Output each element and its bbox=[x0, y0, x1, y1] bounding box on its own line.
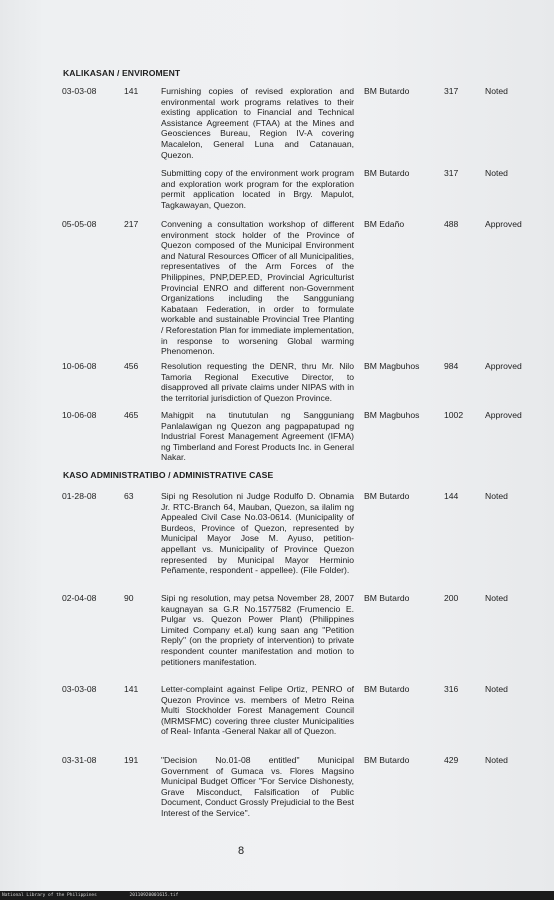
entry-sponsor: BM Butardo bbox=[364, 684, 410, 694]
entry-date: 10-06-08 bbox=[62, 410, 97, 420]
entry-date: 05-05-08 bbox=[62, 219, 97, 229]
entry-action: Approved bbox=[485, 361, 522, 371]
entry-description: "Decision No.01-08 entitled" Municipal Government of Gumaca vs. Flores Magsino Municipal Budget Officer "For Service Dishonesty, Grave Misconduct, Falsification of Public Document, Conduct Grossly Prejudicial to the Best Interest of the Service". bbox=[161, 755, 354, 818]
entry-action: Approved bbox=[485, 219, 522, 229]
entry-date: 03-03-08 bbox=[62, 86, 97, 96]
footer-filename: 20110920001615.tif bbox=[129, 893, 179, 898]
entry-description: Resolution requesting the DENR, thru Mr. Nilo Tamoria Regional Executive Director, to disapproved all private claims under NIPAS with in the territorial jurisdiction of Quezon Province. bbox=[161, 361, 354, 403]
entry-sponsor: BM Butardo bbox=[364, 755, 410, 765]
entry-description: Sipi ng Resolution ni Judge Rodulfo D. Obnamia Jr. RTC-Branch 64, Mauban, Quezon, sa ilalim ng Appealed Civil Case No.03-0614. (Municipality of Burdeos, Province of Quezon, represented by Municipal Mayor Jose M. Ayuso, petition- appellant vs. Municipality of Province Quezon represented by Municipal Mayor Herminio Peñamente, respondent - appellee). (File Folder). bbox=[161, 491, 354, 576]
entry-number: 465 bbox=[124, 410, 139, 420]
footer-source: National Library of the Philippines bbox=[2, 893, 97, 898]
entry-reference: 316 bbox=[444, 684, 459, 694]
entry-reference: 488 bbox=[444, 219, 459, 229]
entry-sponsor: BM Butardo bbox=[364, 491, 410, 501]
entry-action: Noted bbox=[485, 684, 508, 694]
entry-description: Letter-complaint against Felipe Ortiz, PENRO of Quezon Province vs. members of Metro Reina Multi Stockholder Forest Management Council (MRMSFMC) covering three cluster Municipalities of Real- Infanta -General Nakar all of Quezon. bbox=[161, 684, 354, 737]
entry-action: Noted bbox=[485, 168, 508, 178]
entry-reference: 200 bbox=[444, 593, 459, 603]
entry-sponsor: BM Butardo bbox=[364, 593, 410, 603]
entry-reference: 984 bbox=[444, 361, 459, 371]
entry-number: 191 bbox=[124, 755, 139, 765]
entry-date: 01-28-08 bbox=[62, 491, 97, 501]
entry-number: 141 bbox=[124, 684, 139, 694]
entry-number: 90 bbox=[124, 593, 134, 603]
entry-description: Convening a consultation workshop of different environment stock holder of the Province of Quezon composed of the Municipal Environment and Natural Resources Officer of all Municipalities, representatives of the Arm Forces of the Philippines, PNP,DEP.ED, Provincial Agriculturist Provincial ENRO and different non-Government Organizations including the Sangguniang Kabataan Federation, in order to formulate workable and sustainable Provincial Tree Planting / Reforestation Plan for immediate implementation, in response to worsening Global warming Phenomenon. bbox=[161, 219, 354, 357]
entry-description: Furnishing copies of revised exploration and environmental work programs relatives to their existing application to Financial and Technical Assistance Agreement (FTAA) at the Mines and Geosciences Bureau, Region IV-A covering Macalelon, General Luna and Catanauan, Quezon. bbox=[161, 86, 354, 160]
entry-number: 141 bbox=[124, 86, 139, 96]
entry-reference: 317 bbox=[444, 168, 459, 178]
entry-date: 03-03-08 bbox=[62, 684, 97, 694]
scan-footer-bar bbox=[0, 891, 554, 900]
entry-action: Approved bbox=[485, 410, 522, 420]
entry-action: Noted bbox=[485, 491, 508, 501]
section-title-environment: KALIKASAN / ENVIROMENT bbox=[63, 68, 181, 78]
entry-date: 02-04-08 bbox=[62, 593, 97, 603]
entry-action: Noted bbox=[485, 755, 508, 765]
section-title-administrative-case: KASO ADMINISTRATIBO / ADMINISTRATIVE CASE bbox=[63, 470, 274, 480]
entry-number: 217 bbox=[124, 219, 139, 229]
entry-description: Mahigpit na tinututulan ng Sangguniang Panlalawigan ng Quezon ang pagpapatupad ng Industrial Forest Management Agreement (IFMA) ng Timberland and Forest Products Inc. in General Nakar. bbox=[161, 410, 354, 463]
entry-description: Sipi ng resolution, may petsa November 28, 2007 kaugnayan sa G.R No.1577582 (Frumencio E. Pulgar vs. Quezon Power Plant) (Philippines Limited Company et.al) kung saan ang "Petition Reply" (on the propriety of intervention) to private respondent counter manifestation and motion to petitioners manifestation. bbox=[161, 593, 354, 667]
entry-reference: 1002 bbox=[444, 410, 464, 420]
entry-sponsor: BM Magbuhos bbox=[364, 361, 420, 371]
entry-date: 10-06-08 bbox=[62, 361, 97, 371]
entry-action: Noted bbox=[485, 593, 508, 603]
entry-reference: 317 bbox=[444, 86, 459, 96]
entry-sponsor: BM Magbuhos bbox=[364, 410, 420, 420]
entry-description: Submitting copy of the environment work program and exploration work program for the exploration permit application located in Brgy. Mapulot, Tagkawayan, Quezon. bbox=[161, 168, 354, 210]
entry-sponsor: BM Butardo bbox=[364, 168, 410, 178]
entry-sponsor: BM Butardo bbox=[364, 86, 410, 96]
entry-number: 456 bbox=[124, 361, 139, 371]
entry-sponsor: BM Edaño bbox=[364, 219, 405, 229]
entry-date: 03-31-08 bbox=[62, 755, 97, 765]
page-number: 8 bbox=[238, 845, 245, 857]
entry-reference: 429 bbox=[444, 755, 459, 765]
entry-number: 63 bbox=[124, 491, 134, 501]
entry-action: Noted bbox=[485, 86, 508, 96]
entry-reference: 144 bbox=[444, 491, 459, 501]
